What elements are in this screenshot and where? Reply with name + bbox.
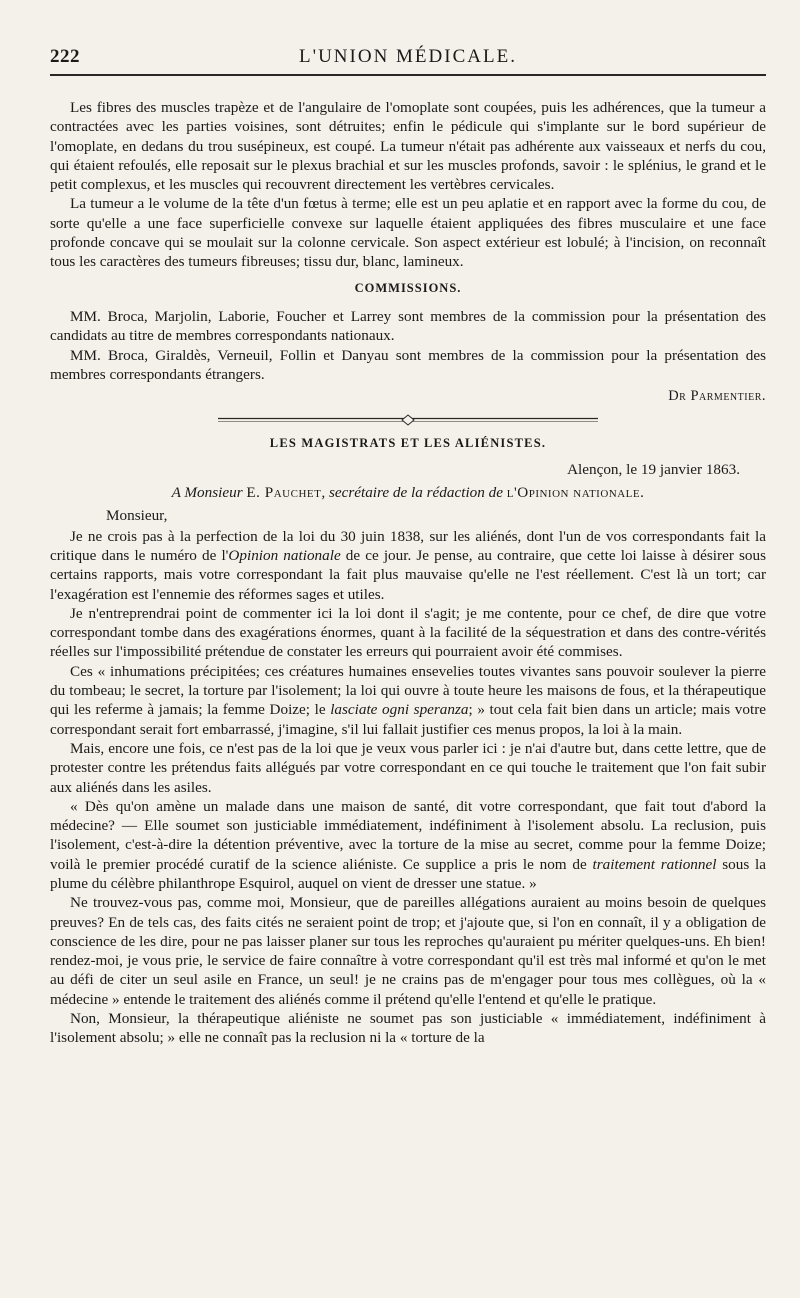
address-paper: l'Opinion nationale. bbox=[506, 484, 645, 502]
text-run: « Dès qu'on amène un malade dans une maison de santé, dit votre correspondant, que fait tout d'abord la médecine? — Elle soumet son justiciable immédiatement, indéfiniment à l'isolement absolu. La reclusion, puis l'isolement, c'est-à-dire la détention préventive, avec la torture de la mise au secret, comme pour la femme Doize; voilà le premier procédé curatif de la science aliéniste. Ce supplice a pris le nom de bbox=[50, 797, 766, 873]
running-head bbox=[50, 40, 766, 76]
letter-title: LES MAGISTRATS ET LES ALIÉNISTES. bbox=[269, 436, 547, 451]
paragraph: Non, Monsieur, la thérapeutique aliéniste ne soumet pas son justiciable « immédiatement, indéfiniment à l'isolement absolu; » elle ne connaît pas la reclusion ni la « torture de la bbox=[50, 1010, 766, 1047]
body-text bbox=[50, 98, 766, 1048]
italic-run: lasciate ogni speranza bbox=[330, 701, 469, 719]
page-number: 222 bbox=[50, 46, 80, 67]
letter-address bbox=[50, 483, 766, 502]
italic-run: Opinion nationale bbox=[228, 546, 341, 564]
address-prefix: A Monsieur bbox=[171, 484, 243, 502]
text-run: Je ne crois pas à la perfection de la loi du 30 juin 1838, sur les aliénés, dont l'un de vos correspondants fait la critique dans le numéro de l' bbox=[50, 527, 766, 564]
journal-title: L'UNION MÉDICALE. bbox=[299, 46, 517, 67]
ornamental-divider bbox=[218, 414, 598, 426]
address-role: , secrétaire de la rédaction de bbox=[321, 484, 503, 502]
text-run: Ces « inhumations précipitées; ces créatures humaines ensevelies toutes vivantes sans pouvoir soulever la pierre du tombeau; le secret, la torture par l'isolement; la loi qui ouvre à toute heure les maisons de fous, et la thérapeutique qui les referme à jamais; la femme Doize; le bbox=[50, 662, 766, 719]
text-run: sous la plume du célèbre philanthrope Esquirol, auquel on vient de dresser une statue. » bbox=[50, 855, 766, 892]
paragraph bbox=[50, 527, 766, 604]
paragraph: Je n'entreprendrai point de commenter ici la loi dont il s'agit; je me contente, pour ce chef, de dire que votre correspondant tombe dans des exagérations énormes, quant à la facilité de la séquestration et dans des contre-vérités réelles sur l'impossibilité prétendue de constater les erreurs qui pourraient avoir été commises. bbox=[50, 604, 766, 661]
address-name: E. Pauchet bbox=[246, 484, 322, 502]
text-run: ; » tout cela fait bien dans un article; mais votre correspondant serait fort embarrassé, j'imagine, s'il lui fallait justifier ces menus propos, la loi à la main. bbox=[50, 701, 766, 738]
letter-date: Alençon, le 19 janvier 1863. bbox=[567, 460, 740, 478]
paragraph: Les fibres des muscles trapèze et de l'angulaire de l'omoplate sont coupées, puis les adhérences, que la tumeur a contractées avec les parties voisines, sont détruites; enfin le pédicule qui s'implante sur le bord supérieur de l'omoplate, en dedans du trou susépineux, est coupé. La tumeur n'était pas adhérente aux vaisseaux et nerfs du cou, qui étaient refoulés, elle reposait sur le plexus brachial et sur les muscles profonds, savoir : le splénius, le grand et le petit complexus, et les muscles qui recouvrent directement les vertèbres cervicales. bbox=[50, 99, 766, 194]
signature: Dr Parmentier. bbox=[668, 388, 766, 405]
commissions-heading: COMMISSIONS. bbox=[354, 280, 462, 295]
italic-run: traitement rationnel bbox=[592, 855, 717, 873]
paragraph: La tumeur a le volume de la tête d'un fœtus à terme; elle est un peu aplatie et en rapport avec la forme du cou, de sorte qu'elle a une face superficielle convexe sur laquelle étaient appliquées des fibres musculaire et une face profonde concave qui se moulait sur la colonne cervicale. Son aspect extérieur est lobulé; à l'incision, on reconnaît tous les caractères des tumeurs fibreuses; tissu dur, blanc, lamineux. bbox=[50, 195, 766, 271]
paragraph bbox=[50, 797, 766, 893]
text-run: de ce jour. Je pense, au contraire, que cette loi laisse à désirer sous certains rapports, mais votre correspondant la fait plus mauvaise qu'elle ne l'est réellement. C'est là un tort; car l'exagération est l'ennemie des réformes sages et utiles. bbox=[50, 546, 766, 603]
paragraph: MM. Broca, Marjolin, Laborie, Foucher et Larrey sont membres de la commission pour la présentation des candidats au titre de membres correspondants nationaux. bbox=[50, 307, 766, 345]
salutation: Monsieur, bbox=[106, 507, 168, 525]
paragraph: Ne trouvez-vous pas, comme moi, Monsieur, que de pareilles allégations auraient au moins besoin de quelques preuves? En de tels cas, des faits cités ne seraient point de trop; et j'ajoute que, si l'on en connaît, il y a obligation de conscience de les dire, pour ne pas laisser planer sur tous les reproches qu'auraient pu mériter quelques-uns. Eh bien! rendez-moi, je vous prie, le service de faire connaître à votre correspondant qu'il est très mal informé et qu'on le met au défi de citer un seul asile en France, un seul! je ne crains pas de m'engager pour tous mes collègues, où la « médecine » entende le traitement des aliénés comme il prétend qu'elle l'entend et qu'elle le pratique. bbox=[50, 894, 766, 1008]
paragraph: MM. Broca, Giraldès, Verneuil, Follin et Danyau sont membres de la commission pour la présentation des membres correspondants étrangers. bbox=[50, 346, 766, 383]
paragraph: Mais, encore une fois, ce n'est pas de la loi que je veux vous parler ici : je n'ai d'autre but, dans cette lettre, que de protester contre les prétendus faits allégués par votre correspondant en ce qui touche le traitement que l'on fait subir aux aliénés dans les asiles. bbox=[50, 739, 766, 796]
paragraph bbox=[50, 662, 766, 739]
